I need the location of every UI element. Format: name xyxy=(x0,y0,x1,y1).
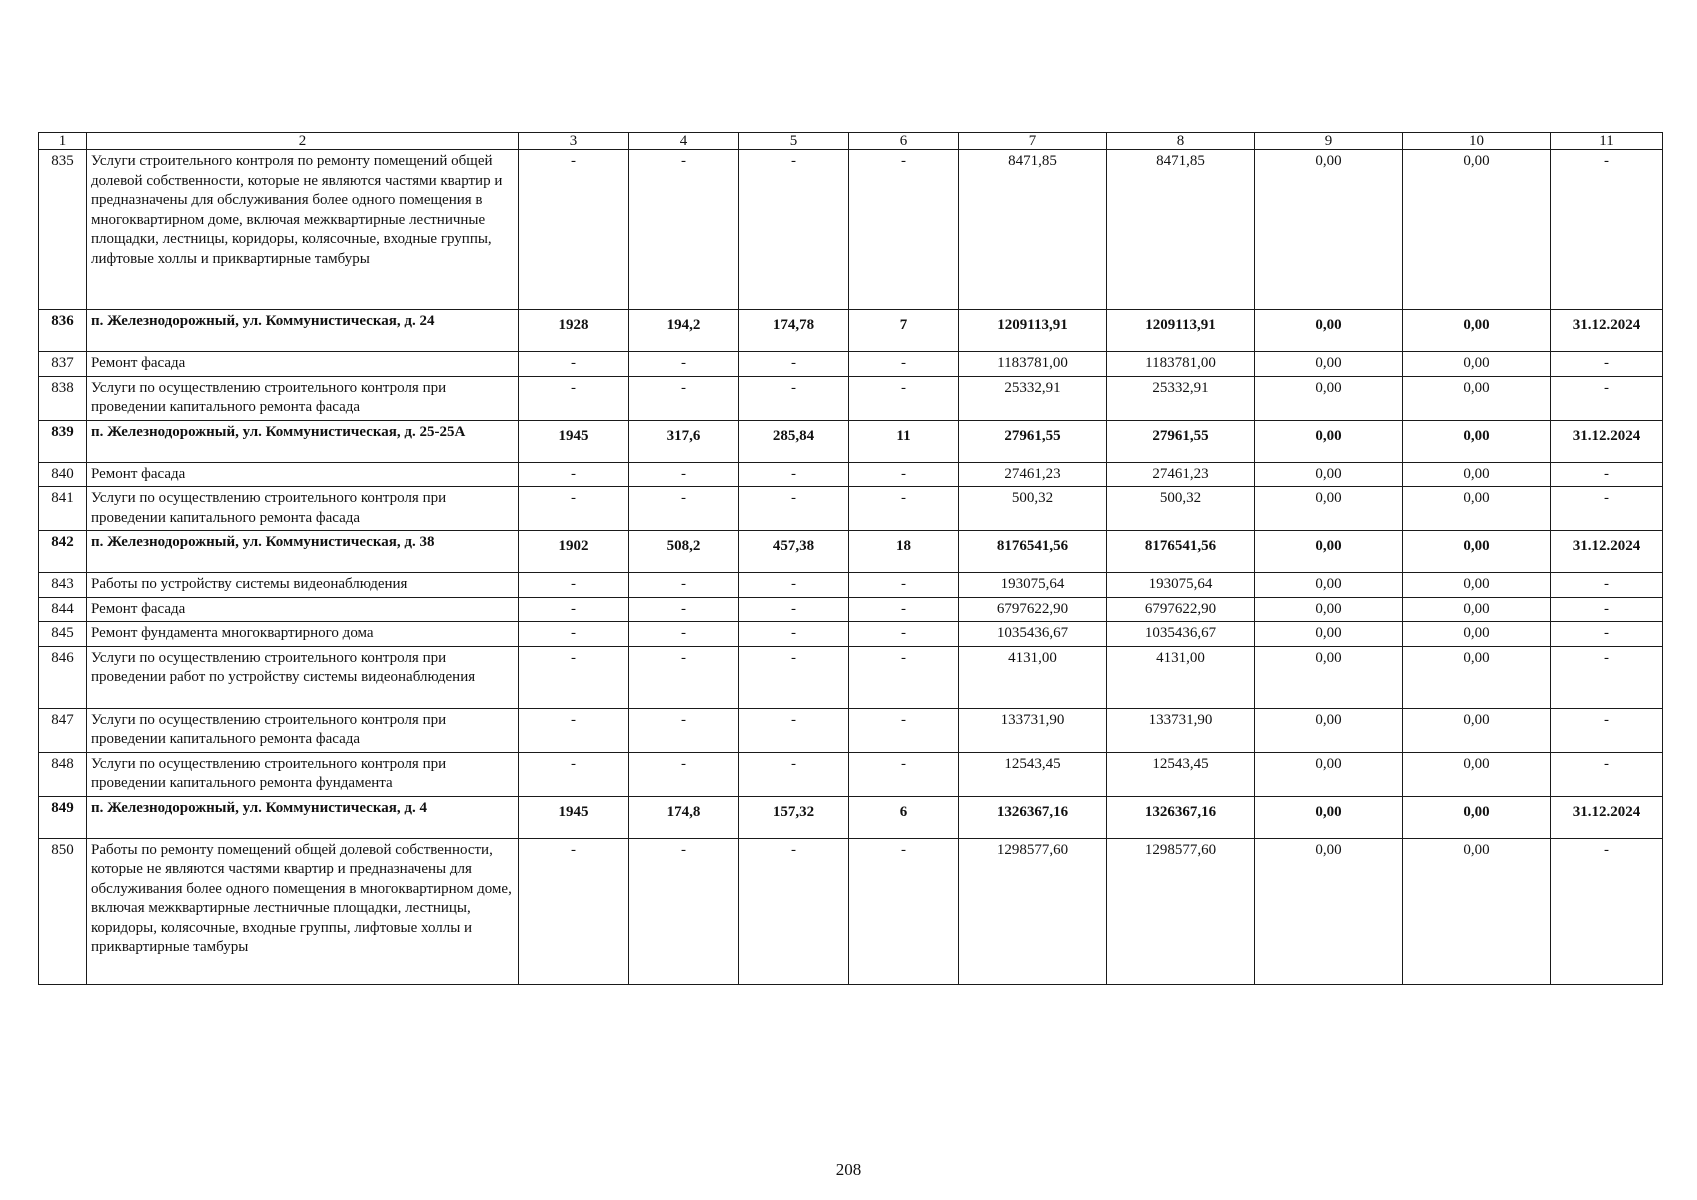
work-item-row xyxy=(39,838,1663,984)
cost-local-cell: 0,00 xyxy=(1403,376,1551,420)
cost-total-cell: 4131,00 xyxy=(959,646,1107,708)
column-number: 10 xyxy=(1403,133,1551,150)
residents-cell: - xyxy=(849,708,959,752)
total-area-cell: - xyxy=(629,150,739,310)
deadline-cell: - xyxy=(1551,462,1663,487)
cost-local-cell: 0,00 xyxy=(1403,622,1551,647)
cost-budget-cell: 6797622,90 xyxy=(1107,597,1255,622)
year-built-cell: 1945 xyxy=(519,796,629,838)
cost-total-cell: 8176541,56 xyxy=(959,531,1107,573)
cost-total-cell: 1209113,91 xyxy=(959,310,1107,352)
deadline-cell: - xyxy=(1551,708,1663,752)
year-built-cell: - xyxy=(519,487,629,531)
work-item-row xyxy=(39,573,1663,598)
cost-total-cell: 500,32 xyxy=(959,487,1107,531)
work-item-row xyxy=(39,462,1663,487)
cost-total-cell: 6797622,90 xyxy=(959,597,1107,622)
cost-total-cell: 193075,64 xyxy=(959,573,1107,598)
column-number: 9 xyxy=(1255,133,1403,150)
deadline-cell: - xyxy=(1551,622,1663,647)
deadline-cell: - xyxy=(1551,150,1663,310)
cost-local-cell: 0,00 xyxy=(1403,531,1551,573)
description-cell: Услуги по осуществлению строительного контроля при проведении капитального ремонта фасада xyxy=(87,376,519,420)
cost-local-cell: 0,00 xyxy=(1403,462,1551,487)
cost-local-cell: 0,00 xyxy=(1403,420,1551,462)
cost-local-cell: 0,00 xyxy=(1403,573,1551,598)
cost-local-cell: 0,00 xyxy=(1403,752,1551,796)
description-cell: Работы по устройству системы видеонаблюдения xyxy=(87,573,519,598)
living-area-cell: - xyxy=(739,376,849,420)
cost-local-cell: 0,00 xyxy=(1403,150,1551,310)
address-row xyxy=(39,420,1663,462)
deadline-cell: - xyxy=(1551,597,1663,622)
living-area-cell: - xyxy=(739,838,849,984)
living-area-cell: - xyxy=(739,150,849,310)
row-number-cell: 841 xyxy=(39,487,87,531)
residents-cell: - xyxy=(849,573,959,598)
year-built-cell: - xyxy=(519,597,629,622)
cost-budget-cell: 25332,91 xyxy=(1107,376,1255,420)
cost-local-cell: 0,00 xyxy=(1403,838,1551,984)
description-cell: Ремонт фасада xyxy=(87,462,519,487)
description-cell: п. Железнодорожный, ул. Коммунистическая, д. 4 xyxy=(87,796,519,838)
cost-region-cell: 0,00 xyxy=(1255,487,1403,531)
column-number: 8 xyxy=(1107,133,1255,150)
deadline-cell: 31.12.2024 xyxy=(1551,796,1663,838)
living-area-cell: - xyxy=(739,487,849,531)
cost-region-cell: 0,00 xyxy=(1255,462,1403,487)
description-cell: Услуги по осуществлению строительного контроля при проведении капитального ремонта фундамента xyxy=(87,752,519,796)
deadline-cell: - xyxy=(1551,573,1663,598)
total-area-cell: - xyxy=(629,622,739,647)
total-area-cell: 317,6 xyxy=(629,420,739,462)
residents-cell: 11 xyxy=(849,420,959,462)
row-number-cell: 847 xyxy=(39,708,87,752)
residents-cell: - xyxy=(849,376,959,420)
work-item-row xyxy=(39,708,1663,752)
cost-budget-cell: 8176541,56 xyxy=(1107,531,1255,573)
cost-budget-cell: 1298577,60 xyxy=(1107,838,1255,984)
total-area-cell: - xyxy=(629,352,739,377)
work-item-row xyxy=(39,150,1663,310)
year-built-cell: - xyxy=(519,573,629,598)
work-item-row xyxy=(39,487,1663,531)
cost-total-cell: 1326367,16 xyxy=(959,796,1107,838)
residents-cell: 6 xyxy=(849,796,959,838)
total-area-cell: - xyxy=(629,462,739,487)
residents-cell: - xyxy=(849,622,959,647)
deadline-cell: - xyxy=(1551,352,1663,377)
cost-total-cell: 25332,91 xyxy=(959,376,1107,420)
living-area-cell: - xyxy=(739,708,849,752)
cost-local-cell: 0,00 xyxy=(1403,796,1551,838)
deadline-cell: - xyxy=(1551,838,1663,984)
year-built-cell: - xyxy=(519,376,629,420)
cost-budget-cell: 27961,55 xyxy=(1107,420,1255,462)
year-built-cell: - xyxy=(519,708,629,752)
year-built-cell: 1945 xyxy=(519,420,629,462)
row-number-cell: 835 xyxy=(39,150,87,310)
work-item-row xyxy=(39,597,1663,622)
description-cell: Услуги по осуществлению строительного контроля при проведении капитального ремонта фасада xyxy=(87,708,519,752)
total-area-cell: 194,2 xyxy=(629,310,739,352)
column-number-row xyxy=(39,133,1663,150)
living-area-cell: - xyxy=(739,752,849,796)
residents-cell: 18 xyxy=(849,531,959,573)
deadline-cell: - xyxy=(1551,487,1663,531)
cost-budget-cell: 12543,45 xyxy=(1107,752,1255,796)
work-item-row xyxy=(39,752,1663,796)
row-number-cell: 848 xyxy=(39,752,87,796)
residents-cell: - xyxy=(849,752,959,796)
living-area-cell: - xyxy=(739,462,849,487)
cost-budget-cell: 500,32 xyxy=(1107,487,1255,531)
total-area-cell: - xyxy=(629,573,739,598)
cost-region-cell: 0,00 xyxy=(1255,573,1403,598)
cost-region-cell: 0,00 xyxy=(1255,622,1403,647)
work-item-row xyxy=(39,376,1663,420)
cost-total-cell: 133731,90 xyxy=(959,708,1107,752)
cost-region-cell: 0,00 xyxy=(1255,420,1403,462)
description-cell: п. Железнодорожный, ул. Коммунистическая, д. 24 xyxy=(87,310,519,352)
living-area-cell: - xyxy=(739,622,849,647)
cost-budget-cell: 1035436,67 xyxy=(1107,622,1255,647)
row-number-cell: 838 xyxy=(39,376,87,420)
year-built-cell: - xyxy=(519,622,629,647)
cost-total-cell: 1035436,67 xyxy=(959,622,1107,647)
year-built-cell: - xyxy=(519,838,629,984)
work-item-row xyxy=(39,352,1663,377)
deadline-cell: 31.12.2024 xyxy=(1551,310,1663,352)
total-area-cell: - xyxy=(629,487,739,531)
cost-region-cell: 0,00 xyxy=(1255,646,1403,708)
address-row xyxy=(39,310,1663,352)
data-table xyxy=(38,132,1663,985)
row-number-cell: 843 xyxy=(39,573,87,598)
cost-local-cell: 0,00 xyxy=(1403,646,1551,708)
address-row xyxy=(39,796,1663,838)
cost-budget-cell: 1209113,91 xyxy=(1107,310,1255,352)
cost-region-cell: 0,00 xyxy=(1255,531,1403,573)
column-number: 11 xyxy=(1551,133,1663,150)
cost-total-cell: 1298577,60 xyxy=(959,838,1107,984)
cost-budget-cell: 8471,85 xyxy=(1107,150,1255,310)
cost-total-cell: 8471,85 xyxy=(959,150,1107,310)
description-cell: Ремонт фасада xyxy=(87,352,519,377)
year-built-cell: - xyxy=(519,352,629,377)
row-number-cell: 846 xyxy=(39,646,87,708)
cost-total-cell: 1183781,00 xyxy=(959,352,1107,377)
work-item-row xyxy=(39,622,1663,647)
living-area-cell: 174,78 xyxy=(739,310,849,352)
cost-region-cell: 0,00 xyxy=(1255,376,1403,420)
cost-budget-cell: 1326367,16 xyxy=(1107,796,1255,838)
total-area-cell: - xyxy=(629,708,739,752)
cost-local-cell: 0,00 xyxy=(1403,597,1551,622)
row-number-cell: 842 xyxy=(39,531,87,573)
cost-budget-cell: 193075,64 xyxy=(1107,573,1255,598)
description-cell: п. Железнодорожный, ул. Коммунистическая, д. 25-25А xyxy=(87,420,519,462)
cost-region-cell: 0,00 xyxy=(1255,838,1403,984)
description-cell: Услуги по осуществлению строительного контроля при проведении капитального ремонта фасада xyxy=(87,487,519,531)
page-number: 208 xyxy=(835,1160,862,1179)
row-number-cell: 836 xyxy=(39,310,87,352)
column-number: 3 xyxy=(519,133,629,150)
living-area-cell: - xyxy=(739,646,849,708)
column-number: 1 xyxy=(39,133,87,150)
description-cell: Услуги строительного контроля по ремонту помещений общей долевой собственности, которые не являются частями квартир и предназначены для обслуживания более одного помещения в многоквартирном доме, включая межквартирные лестничные площадки, лестницы, коридоры, колясочные, входные группы, лифтовые холлы и приквартирные тамбуры xyxy=(87,150,519,310)
row-number-cell: 849 xyxy=(39,796,87,838)
cost-local-cell: 0,00 xyxy=(1403,487,1551,531)
cost-region-cell: 0,00 xyxy=(1255,597,1403,622)
total-area-cell: - xyxy=(629,376,739,420)
cost-total-cell: 27961,55 xyxy=(959,420,1107,462)
total-area-cell: - xyxy=(629,646,739,708)
cost-local-cell: 0,00 xyxy=(1403,708,1551,752)
residents-cell: - xyxy=(849,597,959,622)
deadline-cell: - xyxy=(1551,376,1663,420)
cost-region-cell: 0,00 xyxy=(1255,352,1403,377)
row-number-cell: 845 xyxy=(39,622,87,647)
deadline-cell: - xyxy=(1551,752,1663,796)
cost-region-cell: 0,00 xyxy=(1255,150,1403,310)
row-number-cell: 839 xyxy=(39,420,87,462)
cost-local-cell: 0,00 xyxy=(1403,352,1551,377)
residents-cell: - xyxy=(849,646,959,708)
residents-cell: - xyxy=(849,150,959,310)
total-area-cell: - xyxy=(629,752,739,796)
cost-region-cell: 0,00 xyxy=(1255,708,1403,752)
deadline-cell: 31.12.2024 xyxy=(1551,420,1663,462)
cost-region-cell: 0,00 xyxy=(1255,796,1403,838)
living-area-cell: - xyxy=(739,352,849,377)
residents-cell: - xyxy=(849,352,959,377)
description-cell: п. Железнодорожный, ул. Коммунистическая, д. 38 xyxy=(87,531,519,573)
residents-cell: - xyxy=(849,487,959,531)
description-cell: Ремонт фундамента многоквартирного дома xyxy=(87,622,519,647)
cost-budget-cell: 27461,23 xyxy=(1107,462,1255,487)
deadline-cell: 31.12.2024 xyxy=(1551,531,1663,573)
column-number: 6 xyxy=(849,133,959,150)
row-number-cell: 844 xyxy=(39,597,87,622)
residents-cell: - xyxy=(849,838,959,984)
cost-total-cell: 12543,45 xyxy=(959,752,1107,796)
description-cell: Ремонт фасада xyxy=(87,597,519,622)
column-number: 5 xyxy=(739,133,849,150)
living-area-cell: 285,84 xyxy=(739,420,849,462)
deadline-cell: - xyxy=(1551,646,1663,708)
cost-budget-cell: 1183781,00 xyxy=(1107,352,1255,377)
year-built-cell: 1902 xyxy=(519,531,629,573)
total-area-cell: 508,2 xyxy=(629,531,739,573)
living-area-cell: 157,32 xyxy=(739,796,849,838)
cost-budget-cell: 133731,90 xyxy=(1107,708,1255,752)
row-number-cell: 850 xyxy=(39,838,87,984)
residents-cell: - xyxy=(849,462,959,487)
address-row xyxy=(39,531,1663,573)
row-number-cell: 840 xyxy=(39,462,87,487)
residents-cell: 7 xyxy=(849,310,959,352)
description-cell: Работы по ремонту помещений общей долевой собственности, которые не являются частями квартир и предназначены для обслуживания более одного помещения в многоквартирном доме, включая межквартирные лестничные площадки, лестницы, коридоры, колясочные, входные группы, лифтовые холлы и приквартирные тамбуры xyxy=(87,838,519,984)
year-built-cell: - xyxy=(519,462,629,487)
cost-region-cell: 0,00 xyxy=(1255,752,1403,796)
cost-local-cell: 0,00 xyxy=(1403,310,1551,352)
year-built-cell: 1928 xyxy=(519,310,629,352)
year-built-cell: - xyxy=(519,150,629,310)
row-number-cell: 837 xyxy=(39,352,87,377)
year-built-cell: - xyxy=(519,752,629,796)
year-built-cell: - xyxy=(519,646,629,708)
living-area-cell: 457,38 xyxy=(739,531,849,573)
work-item-row xyxy=(39,646,1663,708)
column-number: 4 xyxy=(629,133,739,150)
cost-region-cell: 0,00 xyxy=(1255,310,1403,352)
total-area-cell: - xyxy=(629,597,739,622)
cost-total-cell: 27461,23 xyxy=(959,462,1107,487)
column-number: 7 xyxy=(959,133,1107,150)
total-area-cell: 174,8 xyxy=(629,796,739,838)
total-area-cell: - xyxy=(629,838,739,984)
living-area-cell: - xyxy=(739,573,849,598)
column-number: 2 xyxy=(87,133,519,150)
description-cell: Услуги по осуществлению строительного контроля при проведении работ по устройству системы видеонаблюдения xyxy=(87,646,519,708)
cost-budget-cell: 4131,00 xyxy=(1107,646,1255,708)
living-area-cell: - xyxy=(739,597,849,622)
